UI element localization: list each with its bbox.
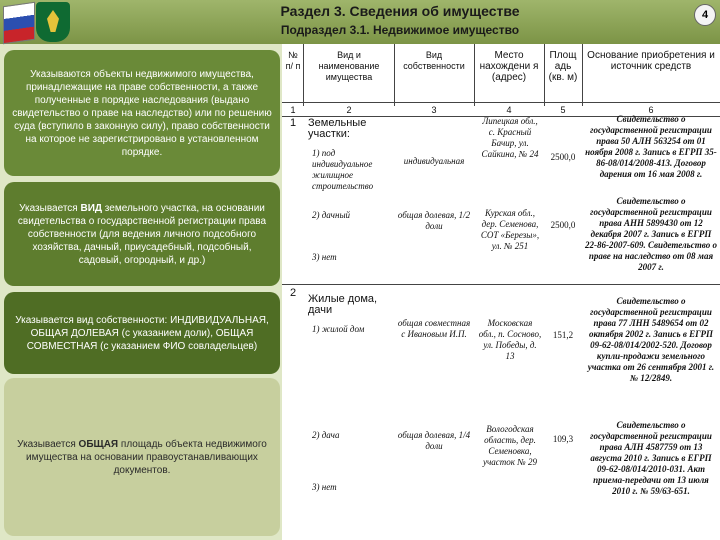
row2-item2-basis: Свидетельство о государственной регистрации права АЛН 4587759 от 13 августа 2010 г. Запись в ЕГРП 09-62-08/014/2010-031. Акт приема-передачи от 13 июля 2010 г. № 59/63-651. [590, 420, 712, 496]
header-address: Место нахождени я (адрес) [479, 50, 539, 83]
note-objects [4, 50, 280, 176]
row2-item1-address: Московская обл., п. Сосново, ул. Победы, д. 13 [478, 318, 542, 361]
row-divider [282, 284, 720, 285]
row2-item1-area: 151,2 [552, 330, 574, 340]
header-divider [282, 102, 720, 103]
col-number: 2 [346, 105, 352, 115]
col-number: 1 [290, 105, 296, 115]
header-num: № п/ п [285, 50, 301, 71]
row1-item2-label: 2) дачный [312, 210, 351, 220]
header-ownership: Вид собственности [403, 50, 465, 71]
note-objects-text: Указываются объекты недвижимого имущества, принадлежащие на праве собственности, а также полученные в порядке наследования (выдано свидетельство о праве на наследство) или по решению суда (вступило в законную силу), право собственности на которое не зарегистрировано в установленном порядке. [12, 68, 272, 158]
row2-number: 2 [289, 287, 297, 299]
row1-item2-ownership: общая долевая, 1/2 доли [397, 210, 471, 231]
note-land-type [4, 182, 280, 286]
subsection-title: Подраздел 3.1. Недвижимое имущество [280, 23, 520, 37]
row1-item1-area: 2500,0 [550, 152, 576, 162]
row1-item2-basis: Свидетельство о государственной регистрации права АНН 5899430 от 12 декабря 2007 г. Запись в ЕГРП 22-86-2007-609. Свидетельство о праве на наследство от 08 мая 2007 г. [585, 196, 717, 272]
row1-item2-area: 2500,0 [550, 220, 576, 230]
russian-flag-icon [3, 2, 35, 44]
col-divider [303, 44, 304, 106]
header-basis: Основание приобретения и источник средств [587, 50, 715, 72]
col-divider [394, 44, 395, 106]
row2-item1-basis: Свидетельство о государственной регистрации права 77 ЛНН 5489654 от 02 октября 2002 г. Запись в ЕГРП 09-62-08/014/2002-520. Договор купли-продажи земельного участка от 26 сентября 2001 г. № 12/2849. [587, 296, 715, 383]
col-divider [544, 44, 545, 106]
col-divider [582, 44, 583, 106]
row1-number: 1 [289, 117, 297, 129]
col-number: 6 [648, 105, 654, 115]
property-table [282, 44, 720, 540]
row1-item1-address: Липецкая обл., с. Красный Бачир, ул. Сайкина, № 24 [481, 116, 539, 159]
header-kind: Вид и наименование имущества [318, 50, 380, 82]
header-bar [0, 0, 720, 44]
col-divider [474, 44, 475, 106]
header-area: Площ адь (кв. м) [548, 50, 578, 83]
row1-item2-address: Курская обл., дер. Семенова, СОТ «Березы», ул. № 251 [480, 208, 540, 251]
row2-item2-label: 2) дача [312, 430, 340, 440]
row2-item2-area: 109,3 [552, 434, 574, 444]
note-land-type-text: Указывается ВИД земельного участка, на основании свидетельства о государственной регистрации права собственности (для ведения личного подсобного хозяйства, дачный, приусадебный, подсобный, садовый, огородный, и др.) [17, 202, 267, 266]
row1-item1-label: 1) под индивидуальное жилищное строительство [312, 148, 374, 191]
row2-item2-address: Вологодская область, дер. Семеновка, участок № 29 [483, 424, 537, 467]
row1-item3-label: 3) нет [312, 252, 337, 262]
col-number: 4 [506, 105, 512, 115]
note-ownership-type-text: Указывается вид собственности: ИНДИВИДУАЛЬНАЯ, ОБЩАЯ ДОЛЕВАЯ (с указанием доли), ОБЩАЯ СОВМЕСТНАЯ (с указанием ФИО совладельцев) [15, 314, 269, 352]
row2-item2-ownership: общая долевая, 1/4 доли [397, 430, 471, 451]
col-number: 3 [431, 105, 437, 115]
emblem-icon [36, 2, 70, 42]
page-number-badge: 4 [694, 4, 716, 26]
row1-item1-basis: Свидетельство о государственной регистрации права 50 АЛН 563254 от 01 ноября 2008 г. Запись в ЕГРП 35-86-08/014/2008-413. Договор дарения от 16 мая 2008 г. [585, 114, 717, 179]
section-title: Раздел 3. Сведения об имуществе [280, 3, 520, 19]
note-area [4, 378, 280, 536]
note-area-text: Указывается ОБЩАЯ площадь объекта недвижимого имущества на основании правоустанавливающих документов. [17, 438, 267, 476]
row1-title: Земельные участки: [308, 117, 367, 140]
row2-item1-ownership: общая совместная с Ивановым И.П. [397, 318, 471, 339]
row2-title: Жилые дома, дачи [308, 293, 378, 316]
note-ownership-type [4, 292, 280, 374]
row1-item1-ownership: индивидуальная [403, 156, 465, 166]
col-number: 5 [560, 105, 566, 115]
row2-item1-label: 1) жилой дом [312, 324, 365, 334]
row2-item3-label: 3) нет [312, 482, 337, 492]
